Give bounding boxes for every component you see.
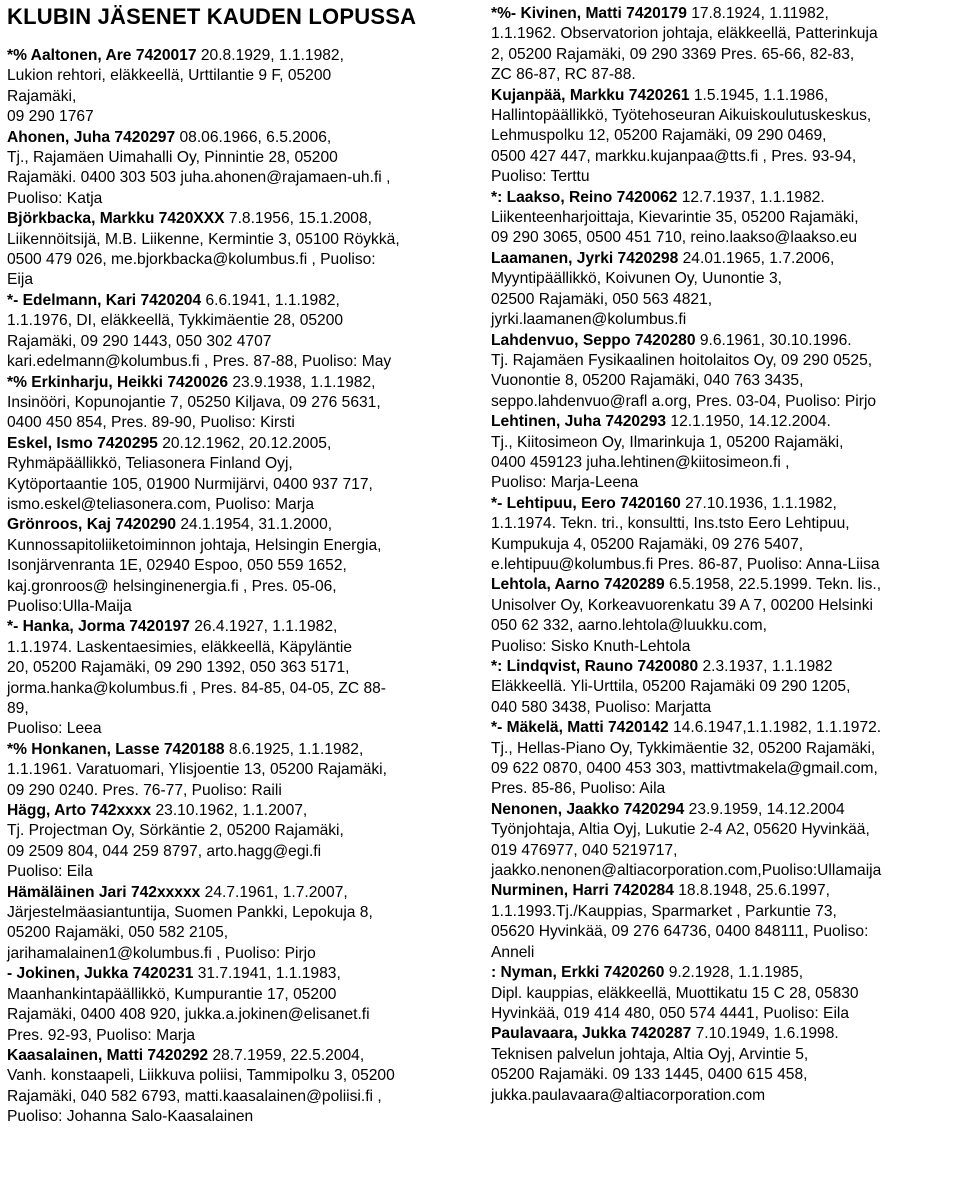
member-name: Nenonen, Jaakko 7420294 xyxy=(491,800,685,818)
member-detail-line: 05620 Hyvinkää, 09 276 64736, 0400 848111, Puoliso: xyxy=(491,923,869,941)
member-heading-line xyxy=(7,46,477,66)
member-detail-line: 050 62 332, aarno.lehtola@luukku.com, xyxy=(491,617,767,635)
member-detail-line: 1.1.1961. Varatuomari, Ylisjoentie 13, 05200 Rajamäki, xyxy=(7,761,387,779)
member-detail-line: Hallintopäällikkö, Työtehoseuran Aikuiskoulutuskeskus, xyxy=(491,107,872,125)
member-detail-line: 0400 459123 juha.lehtinen@kiitosimeon.fi , xyxy=(491,453,790,471)
member-detail-line: Lehmuspolku 12, 05200 Rajamäki, 09 290 0469, xyxy=(491,127,827,145)
member-detail-line: 1.1.1974. Laskentaesimies, eläkkeellä, Käpyläntie xyxy=(7,638,353,656)
member-name: *% Aaltonen, Are 7420017 xyxy=(7,47,197,64)
member-name: Björkbacka, Markku 7420XXX xyxy=(7,210,225,228)
member-detail-line: 20, 05200 Rajamäki, 09 290 1392, 050 363 5171, xyxy=(7,659,350,677)
member-heading-line xyxy=(491,963,953,983)
member-dates: 20.8.1929, 1.1.1982, xyxy=(196,47,344,64)
member-name: Kujanpää, Markku 7420261 xyxy=(491,86,690,104)
member-entry xyxy=(7,964,477,1046)
member-name: Lahdenvuo, Seppo 7420280 xyxy=(491,331,696,349)
member-entry xyxy=(491,575,953,657)
member-heading-line xyxy=(491,412,953,432)
member-heading-line xyxy=(7,1046,477,1066)
member-entry xyxy=(491,963,953,1024)
member-detail-line: Työnjohtaja, Altia Oyj, Lukutie 2-4 A2, 05620 Hyvinkää, xyxy=(491,821,870,839)
member-detail-line: 040 580 3438, Puoliso: Marjatta xyxy=(491,698,712,716)
member-dates: 6.6.1941, 1.1.1982, xyxy=(201,291,340,309)
member-detail-line: Puoliso:Ulla-Maija xyxy=(7,597,132,615)
member-dates: 20.12.1962, 20.12.2005, xyxy=(157,434,332,452)
member-heading-line xyxy=(7,617,477,637)
member-detail-line: jyrki.laamanen@kolumbus.fi xyxy=(491,311,687,329)
member-detail-line: 09 290 0240. Pres. 76-77, Puoliso: Raili xyxy=(7,781,282,799)
member-entry xyxy=(491,1024,953,1106)
member-entry xyxy=(7,740,477,801)
member-dates: 23.10.1962, 1.1.2007, xyxy=(151,802,308,820)
member-detail-line: 1.1.1993.Tj./Kauppias, Sparmarket , Parkuntie 73, xyxy=(491,902,837,920)
member-detail-line: Rajamäki, 0400 408 920, jukka.a.jokinen@elisanet.fi xyxy=(7,1006,370,1024)
member-entry xyxy=(7,434,477,516)
member-dates: 6.5.1958, 22.5.1999. Tekn. lis., xyxy=(664,576,882,594)
member-detail-line: 09 290 3065, 0500 451 710, reino.laakso@laakso.eu xyxy=(491,229,858,247)
member-name: *: Laakso, Reino 7420062 xyxy=(491,188,678,206)
member-name: : Nyman, Erkki 7420260 xyxy=(491,964,665,982)
member-detail-line: Lukion rehtori, eläkkeellä, Urttilantie 9 F, 05200 xyxy=(7,67,332,85)
member-detail-line: Tj. Rajamäen Fysikaalinen hoitolaitos Oy, 09 290 0525, xyxy=(491,351,873,369)
member-detail-line: Tj., Kiitosimeon Oy, Ilmarinkuja 1, 05200 Rajamäki, xyxy=(491,433,844,451)
right-column xyxy=(491,0,953,1106)
member-name: Laamanen, Jyrki 7420298 xyxy=(491,249,679,267)
member-dates: 9.6.1961, 30.10.1996. xyxy=(695,331,852,349)
member-detail-line: e.lehtipuu@kolumbus.fi Pres. 86-87, Puoliso: Anna-Liisa xyxy=(491,555,880,573)
member-detail-line: 0500 479 026, me.bjorkbacka@kolumbus.fi , Puoliso: xyxy=(7,251,376,269)
member-detail-line: Hyvinkää, 019 414 480, 050 574 4441, Puoliso: Eila xyxy=(491,1004,850,1022)
member-entry xyxy=(491,86,953,188)
member-detail-line: Anneli xyxy=(491,943,535,961)
member-detail-line: 09 622 0870, 0400 453 303, mattivtmakela@gmail.com, xyxy=(491,760,878,778)
member-detail-line: 0500 427 447, markku.kujanpaa@tts.fi , Pres. 93-94, xyxy=(491,147,857,165)
member-name: Hämäläinen Jari 742xxxxx xyxy=(7,883,201,901)
member-detail-line: Ryhmäpäällikkö, Teliasonera Finland Oyj, xyxy=(7,455,293,473)
member-heading-line xyxy=(491,881,953,901)
member-dates: 12.1.1950, 14.12.2004. xyxy=(666,413,831,431)
member-detail-line: 89, xyxy=(7,700,29,717)
member-name: Paulavaara, Jukka 7420287 xyxy=(491,1025,692,1043)
member-heading-line xyxy=(491,657,953,677)
member-name: Grönroos, Kaj 7420290 xyxy=(7,516,177,534)
member-entry xyxy=(491,188,953,249)
member-name: Lehtola, Aarno 7420289 xyxy=(491,576,665,594)
member-detail-line: 1.1.1962. Observatorion johtaja, eläkkeellä, Patterinkuja xyxy=(491,25,878,43)
member-detail-line: ismo.eskel@teliasonera.com, Puoliso: Marja xyxy=(7,495,315,513)
member-dates: 14.6.1947,1.1.1982, 1.1.1972. xyxy=(668,719,882,737)
member-entry xyxy=(7,128,477,210)
member-detail-line: Tj. Projectman Oy, Sörkäntie 2, 05200 Rajamäki, xyxy=(7,822,344,840)
member-heading-line xyxy=(491,249,953,269)
member-name: *- Edelmann, Kari 7420204 xyxy=(7,291,202,309)
member-entry xyxy=(7,209,477,291)
member-detail-line: Tj., Rajamäen Uimahalli Oy, Pinnintie 28, 05200 xyxy=(7,149,338,167)
member-entry xyxy=(491,881,953,963)
member-dates: 27.10.1936, 1.1.1982, xyxy=(680,494,837,512)
member-detail-line: 09 290 1767 xyxy=(7,108,94,126)
member-dates: 12.7.1937, 1.1.1982. xyxy=(677,188,825,206)
member-heading-line xyxy=(7,291,477,311)
member-dates: 26.4.1927, 1.1.1982, xyxy=(189,618,338,636)
member-detail-line: 02500 Rajamäki, 050 563 4821, xyxy=(491,290,713,308)
member-detail-line: Pres. 92-93, Puoliso: Marja xyxy=(7,1026,196,1044)
member-name: - Jokinen, Jukka 7420231 xyxy=(7,965,194,983)
member-dates: 24.01.1965, 1.7.2006, xyxy=(678,249,835,267)
member-name: Kaasalainen, Matti 7420292 xyxy=(7,1046,209,1064)
member-heading-line xyxy=(491,331,953,351)
member-detail-line: seppo.lahdenvuo@rafl a.org, Pres. 03-04, Puoliso: Pirjo xyxy=(491,392,877,410)
member-name: *- Lehtipuu, Eero 7420160 xyxy=(491,494,681,512)
member-detail-line: jaakko.nenonen@altiacorporation.com,Puoliso:Ullamaija xyxy=(491,862,882,880)
member-name: *: Lindqvist, Rauno 7420080 xyxy=(491,658,699,675)
member-dates: 7.8.1956, 15.1.2008, xyxy=(224,210,372,228)
member-dates: 24.1.1954, 31.1.2000, xyxy=(176,516,333,534)
member-entry xyxy=(7,373,477,434)
member-detail-line: Insinööri, Kopunojantie 7, 05250 Kiljava, 09 276 5631, xyxy=(7,393,381,411)
member-detail-line: Myyntipäällikkö, Koivunen Oy, Uunontie 3, xyxy=(491,270,782,288)
member-detail-line: ZC 86-87, RC 87-88. xyxy=(491,66,636,84)
member-heading-line xyxy=(7,209,477,229)
member-entry xyxy=(491,494,953,576)
member-detail-line: Rajamäki, 09 290 1443, 050 302 4707 xyxy=(7,332,272,350)
member-name: *% Honkanen, Lasse 7420188 xyxy=(7,740,225,758)
member-heading-line xyxy=(7,128,477,148)
member-name: *- Mäkelä, Matti 7420142 xyxy=(491,719,669,737)
member-heading-line xyxy=(7,964,477,984)
member-heading-line xyxy=(491,1024,953,1044)
member-dates: 31.7.1941, 1.1.1983, xyxy=(193,965,341,983)
member-detail-line: Puoliso: Sisko Knuth-Lehtola xyxy=(491,637,691,655)
member-entry xyxy=(491,331,953,413)
member-detail-line: Tj., Hellas-Piano Oy, Tykkimäentie 32, 05200 Rajamäki, xyxy=(491,739,876,757)
member-entry xyxy=(491,4,953,86)
member-detail-line: Puoliso: Terttu xyxy=(491,168,590,186)
member-name: Eskel, Ismo 7420295 xyxy=(7,434,158,452)
member-detail-line: 2, 05200 Rajamäki, 09 290 3369 Pres. 65-66, 82-83, xyxy=(491,45,855,63)
member-entry xyxy=(491,718,953,800)
member-detail-line: Rajamäki, xyxy=(7,87,77,105)
member-name: Nurminen, Harri 7420284 xyxy=(491,882,674,900)
member-heading-line xyxy=(7,883,477,903)
member-dates: 1.5.1945, 1.1.1986, xyxy=(689,86,829,104)
member-heading-line xyxy=(7,373,477,393)
member-detail-line: Eläkkeellä. Yli-Urttila, 05200 Rajamäki 09 290 1205, xyxy=(491,678,851,696)
left-column xyxy=(7,0,477,1128)
member-detail-line: kari.edelmann@kolumbus.fi , Pres. 87-88, Puoliso: May xyxy=(7,353,392,371)
member-name: *% Erkinharju, Heikki 7420026 xyxy=(7,373,229,391)
member-dates: 18.8.1948, 25.6.1997, xyxy=(673,882,830,900)
member-dates: 23.9.1959, 14.12.2004 xyxy=(684,800,845,818)
member-name: Lehtinen, Juha 7420293 xyxy=(491,413,667,431)
member-entry xyxy=(7,617,477,739)
member-list-left xyxy=(7,46,477,1128)
member-entry xyxy=(491,249,953,331)
member-detail-line: Eija xyxy=(7,271,34,289)
member-entry xyxy=(491,657,953,718)
member-entry xyxy=(7,883,477,965)
member-detail-line: Liikenteenharjoittaja, Kievarintie 35, 05200 Rajamäki, xyxy=(491,209,859,227)
member-heading-line xyxy=(7,434,477,454)
member-dates: 08.06.1966, 6.5.2006, xyxy=(175,128,332,146)
member-heading-line xyxy=(491,86,953,106)
member-heading-line xyxy=(491,800,953,820)
member-heading-line xyxy=(7,801,477,821)
member-list-right xyxy=(491,4,953,1106)
member-detail-line: Kunnossapitoliiketoiminnon johtaja, Helsingin Energia, xyxy=(7,536,382,554)
member-detail-line: Vuonontie 8, 05200 Rajamäki, 040 763 3435, xyxy=(491,372,804,390)
member-dates: 23.9.1938, 1.1.1982, xyxy=(228,373,376,391)
member-detail-line: Puoliso: Leea xyxy=(7,720,102,738)
member-detail-line: Maanhankintapäällikkö, Kumpurantie 17, 05200 xyxy=(7,985,337,1003)
member-detail-line: Vanh. konstaapeli, Liikkuva poliisi, Tammipolku 3, 05200 xyxy=(7,1067,395,1085)
member-detail-line: Dipl. kauppias, eläkkeellä, Muottikatu 15 C 28, 05830 xyxy=(491,984,859,1002)
member-detail-line: 019 476977, 040 5219717, xyxy=(491,841,678,859)
member-detail-line: 1.1.1976, DI, eläkkeellä, Tykkimäentie 28, 05200 xyxy=(7,312,344,330)
member-name: Hägg, Arto 742xxxx xyxy=(7,802,152,820)
member-dates: 7.10.1949, 1.6.1998. xyxy=(691,1025,839,1043)
member-dates: 2.3.1937, 1.1.1982 xyxy=(698,658,833,675)
member-detail-line: Liikennöitsijä, M.B. Liikenne, Kermintie 3, 05100 Röykkä, xyxy=(7,230,400,248)
member-detail-line: kaj.gronroos@ helsinginenergia.fi , Pres. 05-06, xyxy=(7,577,337,595)
member-entry xyxy=(7,46,477,128)
member-detail-line: Puoliso: Marja-Leena xyxy=(491,474,639,492)
member-dates: 17.8.1924, 1.11982, xyxy=(686,5,829,22)
member-detail-line: Isonjärvenranta 1E, 02940 Espoo, 050 559 1652, xyxy=(7,557,347,575)
member-dates: 28.7.1959, 22.5.2004, xyxy=(208,1046,365,1064)
member-heading-line xyxy=(491,4,953,24)
member-detail-line: jukka.paulavaara@altiacorporation.com xyxy=(491,1086,766,1104)
member-detail-line: Teknisen palvelun johtaja, Altia Oyj, Arvintie 5, xyxy=(491,1045,809,1063)
member-entry xyxy=(491,412,953,494)
member-heading-line xyxy=(491,718,953,738)
member-detail-line: Puoliso: Eila xyxy=(7,863,93,881)
member-detail-line: 0400 450 854, Pres. 89-90, Puoliso: Kirsti xyxy=(7,414,295,432)
member-detail-line: Rajamäki, 040 582 6793, matti.kaasalainen@poliisi.fi , xyxy=(7,1087,382,1105)
member-name: *- Hanka, Jorma 7420197 xyxy=(7,618,190,636)
member-heading-line xyxy=(491,575,953,595)
member-heading-line xyxy=(7,740,477,760)
member-name: Ahonen, Juha 7420297 xyxy=(7,128,176,146)
member-detail-line: jarihamalainen1@kolumbus.fi , Puoliso: Pirjo xyxy=(7,944,316,962)
member-entry xyxy=(7,291,477,373)
member-entry xyxy=(7,1046,477,1128)
member-name: *%- Kivinen, Matti 7420179 xyxy=(491,5,687,22)
member-detail-line: Kytöportaantie 105, 01900 Nurmijärvi, 0400 937 717, xyxy=(7,475,373,493)
member-dates: 24.7.1961, 1.7.2007, xyxy=(200,883,348,901)
member-detail-line: jorma.hanka@kolumbus.fi , Pres. 84-85, 04-05, ZC 88- xyxy=(7,679,386,697)
member-detail-line: Puoliso: Katja xyxy=(7,189,103,207)
member-dates: 9.2.1928, 1.1.1985, xyxy=(664,964,804,982)
member-detail-line: 1.1.1974. Tekn. tri., konsultti, Ins.tsto Eero Lehtipuu, xyxy=(491,515,850,533)
member-detail-line: Unisolver Oy, Korkeavuorenkatu 39 A 7, 00200 Helsinki xyxy=(491,596,873,614)
member-detail-line: Kumpukuja 4, 05200 Rajamäki, 09 276 5407, xyxy=(491,535,804,553)
member-detail-line: 05200 Rajamäki. 09 133 1445, 0400 615 458, xyxy=(491,1066,808,1084)
member-detail-line: Järjestelmäasiantuntija, Suomen Pankki, Lepokuja 8, xyxy=(7,904,373,922)
member-dates: 8.6.1925, 1.1.1982, xyxy=(224,740,364,758)
member-detail-line: Puoliso: Johanna Salo-Kaasalainen xyxy=(7,1108,254,1126)
member-heading-line xyxy=(491,494,953,514)
member-detail-line: Pres. 85-86, Puoliso: Aila xyxy=(491,780,666,798)
member-detail-line: Rajamäki. 0400 303 503 juha.ahonen@rajamaen-uh.fi , xyxy=(7,169,391,187)
member-heading-line xyxy=(7,515,477,535)
member-entry xyxy=(7,801,477,883)
member-entry xyxy=(491,800,953,882)
member-detail-line: 09 2509 804, 044 259 8797, arto.hagg@egi.fi xyxy=(7,842,322,860)
member-detail-line: 05200 Rajamäki, 050 582 2105, xyxy=(7,924,229,942)
page-title: KLUBIN JÄSENET KAUDEN LOPUSSA xyxy=(7,4,417,29)
member-heading-line xyxy=(491,188,953,208)
member-entry xyxy=(7,515,477,617)
